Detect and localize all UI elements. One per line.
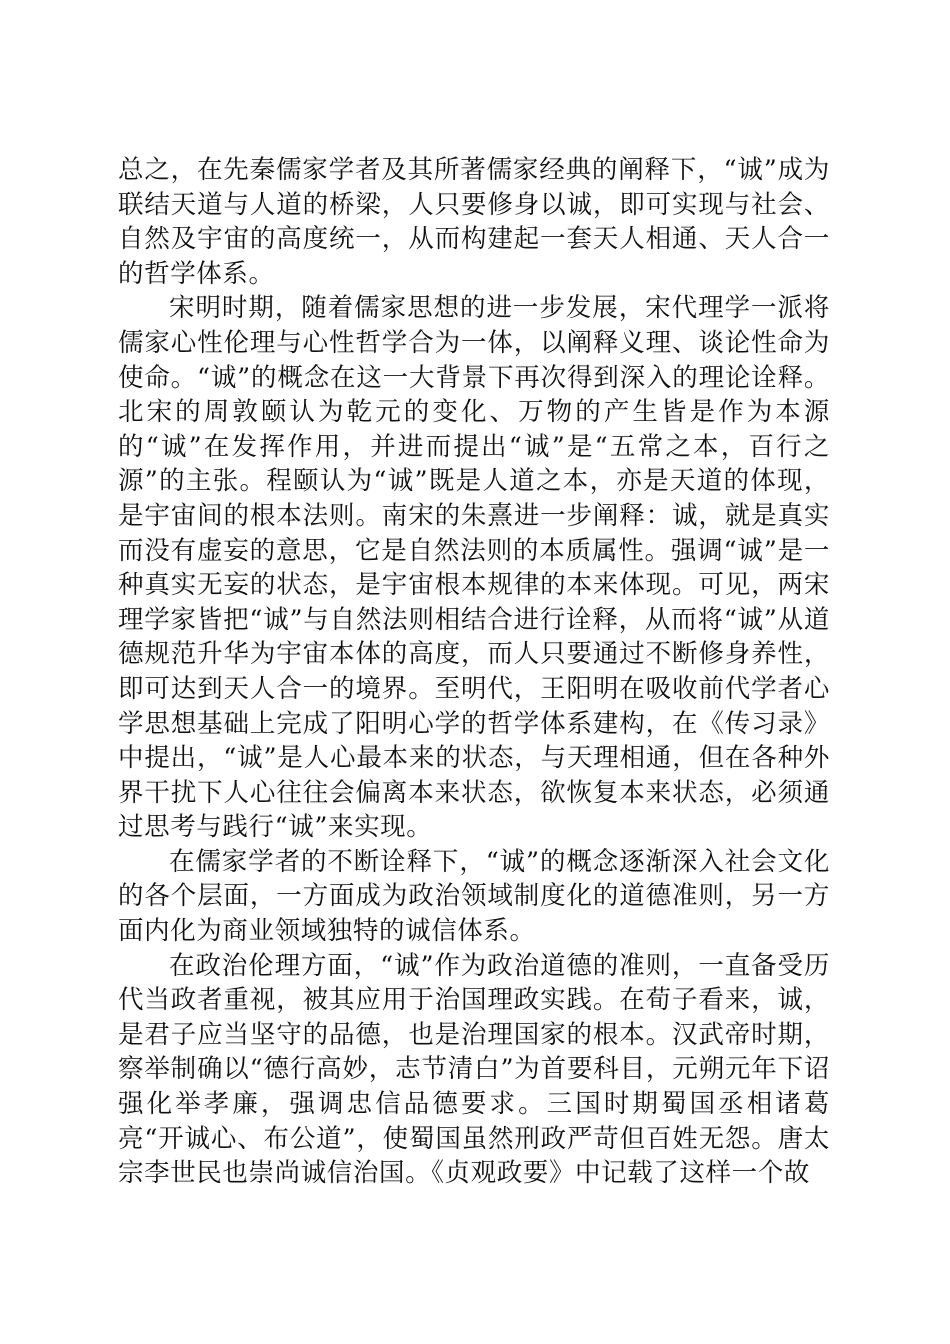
paragraph-1: 总之，在先秦儒家学者及其所著儒家经典的阐释下，“诚”成为联结天道与人道的桥梁，人只要修身以诚，即可实现与社会、自然及宇宙的高度统一，从而构建起一套天人相通、天人合一的哲学体系。: [118, 155, 830, 289]
paragraph-2: 宋明时期，随着儒家思想的进一步发展，宋代理学一派将儒家心性伦理与心性哲学合为一体，以阐释义理、谈论性命为使命。“诚”的概念在这一大背景下再次得到深入的理论诠释。北宋的周敦颐认为乾元的变化、万物的产生皆是作为本源的“诚”在发挥作用，并进而提出“诚”是“五常之本，百行之源”的主张。程颐认为“诚”既是人道之本，亦是天道的体现，是宇宙间的根本法则。南宋的朱熹进一步阐释：诚，就是真实而没有虚妄的意思，它是自然法则的本质属性。强调“诚”是一种真实无妄的状态，是宇宙根本规律的本来体现。可见，两宋理学家皆把“诚”与自然法则相结合进行诠释，从而将“诚”从道德规范升华为宇宙本体的高度，而人只要通过不断修身养性，即可达到天人合一的境界。至明代，王阳明在吸收前代学者心学思想基础上完成了阳明心学的哲学体系建构，在《传习录》中提出，“诚”是人心最本来的状态，与天理相通，但在各种外界干扰下人心往往会偏离本来状态，欲恢复本来状态，必须通过思考与践行“诚”来实现。: [118, 293, 830, 843]
paragraph-3: 在儒家学者的不断诠释下，“诚”的概念逐渐深入社会文化的各个层面，一方面成为政治领域制度化的道德准则，另一方面内化为商业领域独特的诚信体系。: [118, 846, 830, 947]
paragraph-4: 在政治伦理方面，“诚”作为政治道德的准则，一直备受历代当政者重视，被其应用于治国理政实践。在荀子看来，诚，是君子应当坚守的品德，也是治理国家的根本。汉武帝时期，察举制确以“德行高妙，志节清白”为首要科目，元朔元年下诏强化举孝廉，强调忠信品德要求。三国时期蜀国丞相诸葛亮“开诚心、布公道”，使蜀国虽然刑政严苛但百姓无怨。唐太宗李世民也崇尚诚信治国。《贞观政要》中记载了这样一个故: [118, 950, 830, 1189]
body-text: [118, 153, 830, 1191]
